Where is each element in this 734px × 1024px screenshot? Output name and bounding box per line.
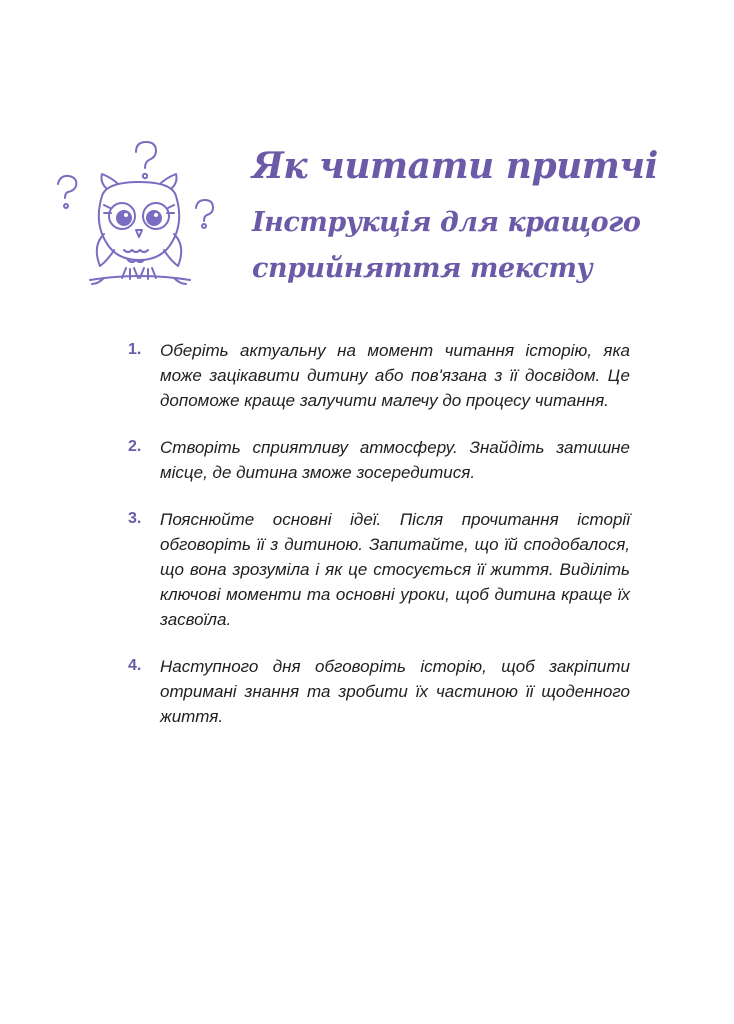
list-item xyxy=(128,338,630,413)
step-text: Створіть сприятливу атмосферу. Знайдіть затишне місце, де дитина зможе зосередитися. xyxy=(160,438,630,482)
step-number: 1. xyxy=(128,341,142,358)
page-title: Як читати притчі xyxy=(252,145,658,187)
owl-with-question-marks-icon xyxy=(44,138,234,303)
step-text: Пояснюйте основні ідеї. Після прочитання історії обговоріть її з дитиною. Запитайте, що їй сподобалося, що вона зрозуміла і як це стосується її життя. Виділіть ключові моменти та основні уроки, щоб дитина краще їх засвоїла. xyxy=(160,510,630,629)
instruction-list xyxy=(128,338,630,751)
step-text: Наступного дня обговоріть історію, щоб закріпити отримані знання та зробити їх частиною її щоденного життя. xyxy=(160,657,630,726)
step-number: 3. xyxy=(128,510,142,527)
step-text: Оберіть актуальну на момент читання історію, яка може зацікавити дитину або пов'язана з її досвідом. Це допоможе краще залучити малечу до процесу читання. xyxy=(160,341,630,410)
list-item xyxy=(128,507,630,632)
page-subtitle: Інструкція для кращого сприйняття тексту xyxy=(252,207,641,284)
list-item xyxy=(128,435,630,485)
list-item xyxy=(128,654,630,729)
header xyxy=(252,142,692,292)
step-number: 2. xyxy=(128,438,142,455)
step-number: 4. xyxy=(128,657,142,674)
